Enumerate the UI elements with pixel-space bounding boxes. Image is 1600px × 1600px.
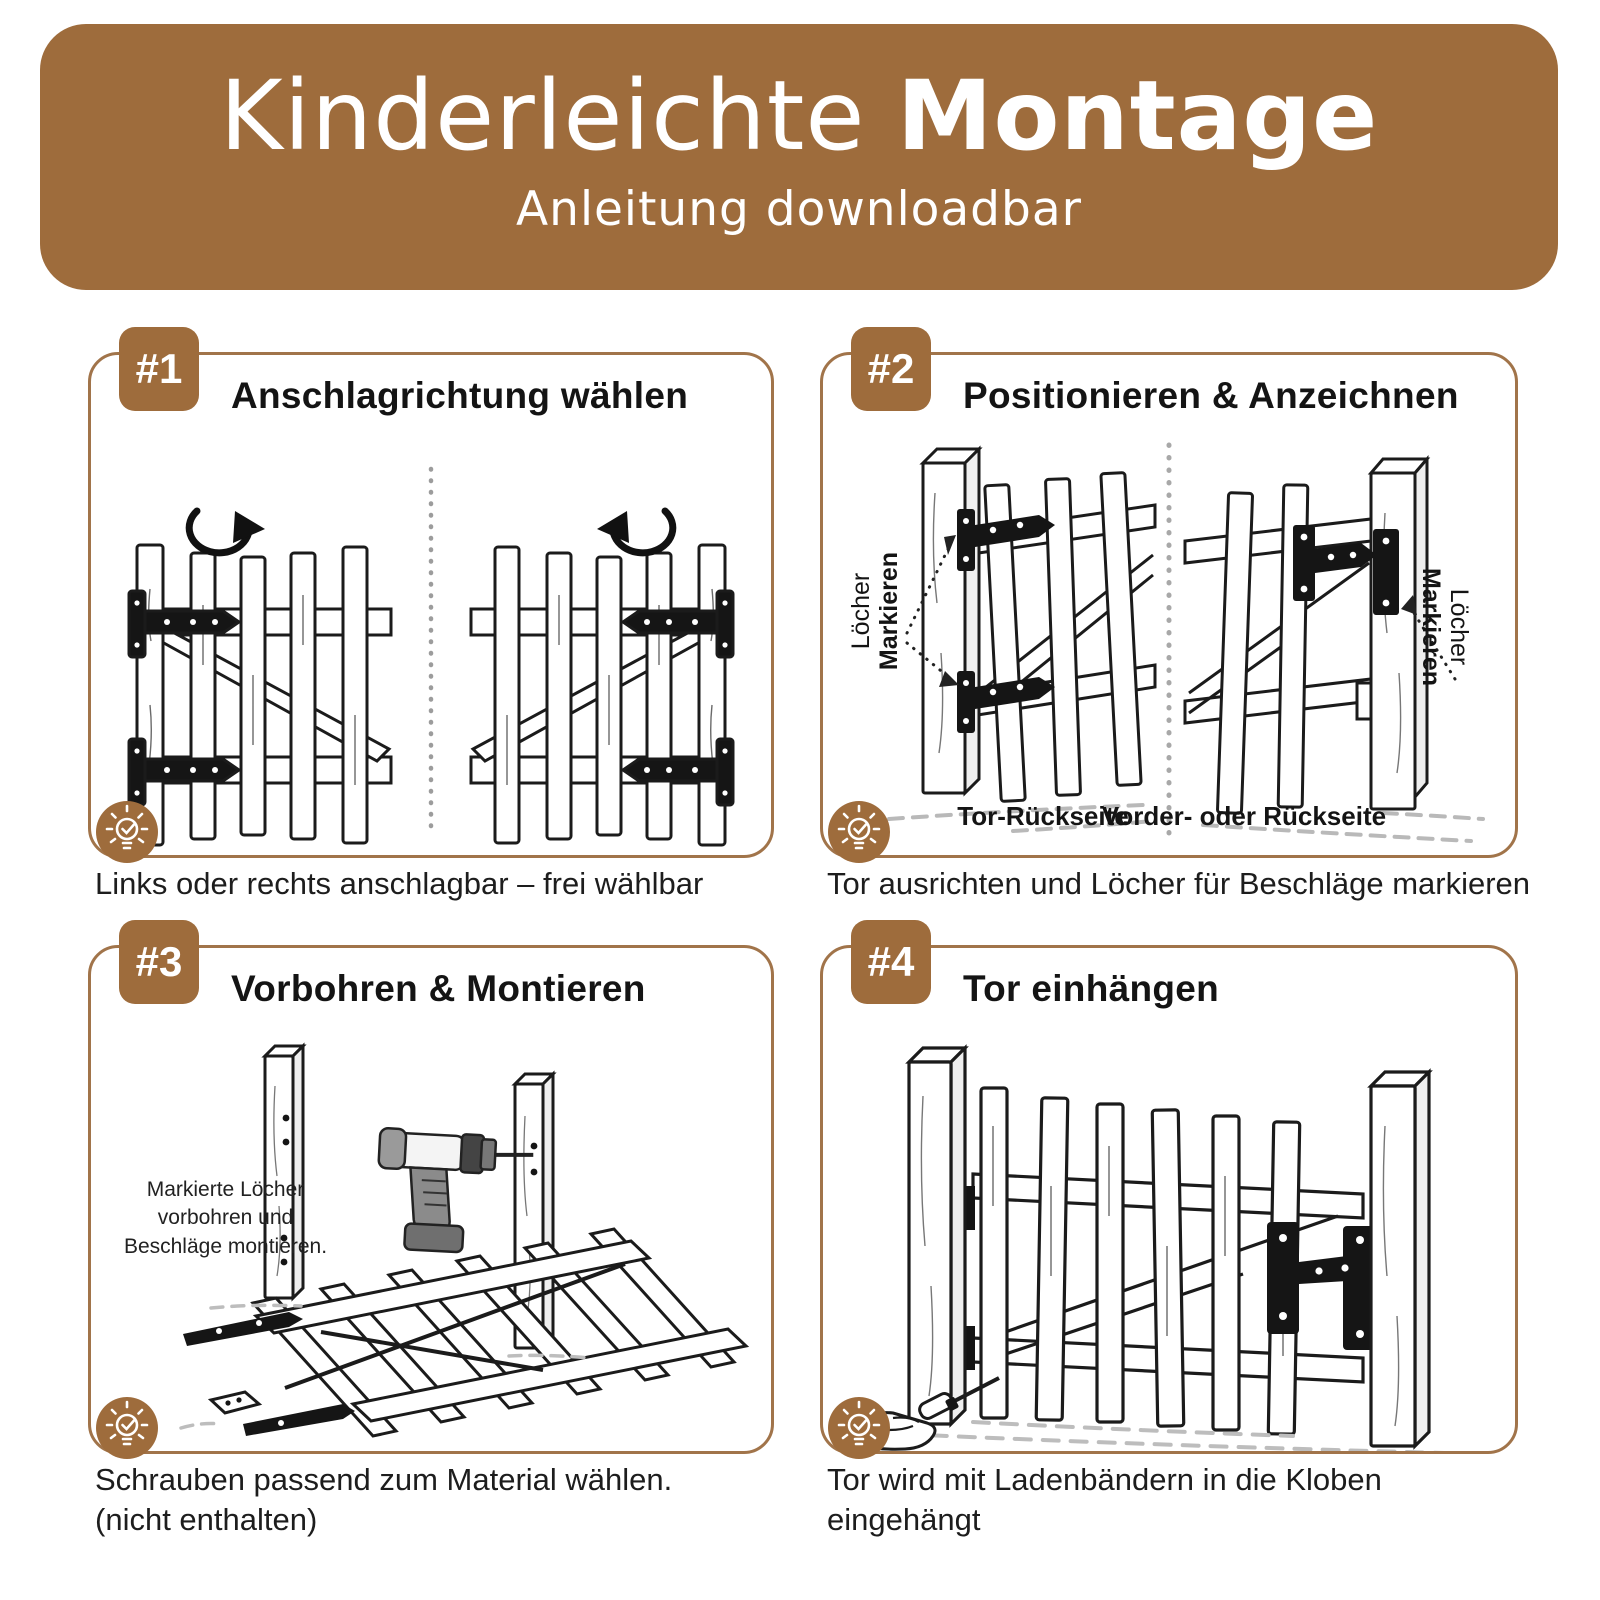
page-title-bold: Montage [896,60,1379,172]
step-3-title: Vorbohren & Montieren [231,968,646,1009]
step-4-caption [827,1460,1547,1541]
step-2-caption-line1: Tor ausrichten und Löcher für Beschläge markieren [827,866,1531,901]
page-title-regular: Kinderleichte [219,60,866,172]
tip-lightbulb-icon [96,1397,158,1459]
panel-step-3 [88,938,774,1454]
step-3-badge: #3 [119,920,199,1004]
gate-positioning-illustration [823,433,1515,855]
page-subtitle: Anleitung downloadbar [516,182,1082,237]
header-banner [40,24,1558,290]
sublabel-front-or-back: Vorder- oder Rückseite [1101,801,1387,831]
label-mark-holes-left-line1: Löcher [847,572,875,650]
step-3-caption-line1: Schrauben passend zum Material wählen. [95,1462,673,1497]
step-1-caption [95,864,795,904]
step-4-caption-line1: Tor wird mit Ladenbändern in die Kloben [827,1462,1382,1497]
label-mark-holes-left-line2: Markieren [875,551,903,671]
panel-step-4 [820,938,1518,1454]
label-mark-holes-left [847,501,903,721]
step-2-title: Positionieren & Anzeichnen [963,375,1459,416]
tip-lightbulb-icon [828,801,890,863]
step-3-caption [95,1460,795,1541]
step-4-illustration [823,1026,1515,1451]
label-mark-holes-right-line2: Markieren [1417,567,1445,687]
predrill-note-line2: vorbohren und [157,1206,294,1230]
step-4-title: Tor einhängen [963,968,1220,1009]
gate-hinge-direction-illustration [91,433,771,855]
step-1-illustration [91,433,771,855]
hang-gate-illustration [823,1026,1515,1451]
label-mark-holes-right-line1: Löcher [1445,588,1473,666]
step-3-caption-line2: (nicht enthalten) [95,1502,318,1538]
label-mark-holes-right [1417,517,1473,737]
tip-lightbulb-icon [828,1397,890,1459]
step-1-badge: #1 [119,327,199,411]
predrill-note-line1: Markierte Löcher [146,1178,305,1201]
step-1-caption-line1: Links oder rechts anschlagbar – frei wählbar [95,866,704,901]
panel-step-2 [820,345,1518,858]
step-3-illustration [91,1026,771,1451]
sublabel-gate-backside: Tor-Rückseite [957,801,1129,831]
panel-step-1 [88,345,774,858]
step-4-caption-line2: eingehängt [827,1502,981,1538]
page-title [40,60,1558,172]
step-4-badge: #4 [851,920,931,1004]
step-2-caption [827,864,1547,904]
step-2-illustration [823,433,1515,855]
predrill-note [113,1176,338,1261]
step-1-title: Anschlagrichtung wählen [231,375,689,416]
predrill-note-line3: Beschläge montieren. [123,1234,328,1258]
step-2-badge: #2 [851,327,931,411]
tip-lightbulb-icon [96,801,158,863]
